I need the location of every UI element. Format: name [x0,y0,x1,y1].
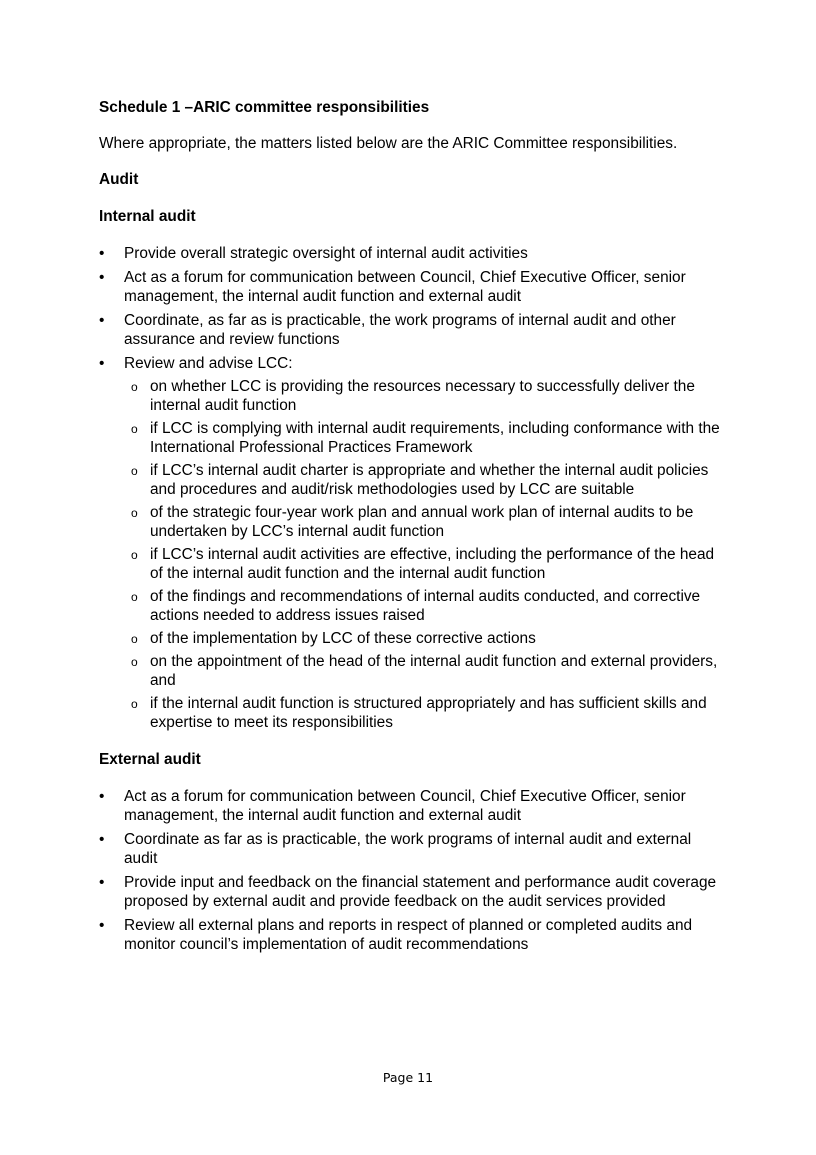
sub-list-item [124,419,724,457]
schedule-title: Schedule 1 –ARIC committee responsibilities [99,99,430,116]
list-item-text: Review all external plans and reports in respect of planned or completed audits and monitor council’s implementation of audit recommendations [124,917,693,953]
sub-list-item [124,652,724,690]
sub-list-item [124,587,724,625]
list-item-text: Coordinate as far as is practicable, the work programs of internal audit and external audit [124,831,692,867]
bullet-icon: • [99,355,105,372]
bullet-icon: • [99,917,105,934]
list-item [99,311,724,349]
page-number: Page 11 [382,1070,434,1085]
circle-bullet-icon: o [131,380,138,394]
list-item [99,873,724,911]
bullet-icon: • [99,312,105,329]
sub-list-item-text: if the internal audit function is structured appropriately and has sufficient skills and expertise to meet its responsibilities [150,695,707,731]
sub-list-item [124,377,724,415]
list-item-text: Provide input and feedback on the financial statement and performance audit coverage proposed by external audit and provide feedback on the audit services provided [124,874,717,910]
bullet-icon: • [99,269,105,286]
review-and-advise-sublist [124,377,724,732]
sub-list-item [124,503,724,541]
list-item-text: Review and advise LCC: [124,355,293,372]
sub-list-item [124,461,724,499]
circle-bullet-icon: o [131,548,138,562]
bullet-icon: • [99,831,105,848]
section-heading-audit: Audit [99,171,139,188]
list-item [99,244,724,263]
sub-list-item-text: of the strategic four-year work plan and annual work plan of internal audits to be undertaken by LCC’s internal audit function [150,504,694,540]
circle-bullet-icon: o [131,590,138,604]
list-item [99,787,724,825]
circle-bullet-icon: o [131,422,138,436]
list-item [99,916,724,954]
sub-list-item-text: of the findings and recommendations of internal audits conducted, and corrective actions needed to address issues raised [150,588,701,624]
bullet-icon: • [99,788,105,805]
sub-list-item [124,629,724,648]
circle-bullet-icon: o [131,632,138,646]
sub-list-item-text: on the appointment of the head of the internal audit function and external providers, and [150,653,718,689]
circle-bullet-icon: o [131,697,138,711]
circle-bullet-icon: o [131,655,138,669]
list-item [99,830,724,868]
intro-paragraph: Where appropriate, the matters listed below are the ARIC Committee responsibilities. [99,135,678,152]
sub-list-item-text: of the implementation by LCC of these corrective actions [150,630,536,647]
sub-list-item-text: if LCC is complying with internal audit requirements, including conformance with the International Professional Practices Framework [150,420,720,456]
sub-list-item-text: if LCC’s internal audit activities are effective, including the performance of the head of the internal audit function and the internal audit function [150,546,715,582]
list-item-text: Act as a forum for communication between Council, Chief Executive Officer, senior management, the internal audit function and external audit [124,269,686,305]
list-item [99,354,724,732]
section-heading-internal-audit: Internal audit [99,208,196,225]
sub-list-item [124,694,724,732]
list-item [99,268,724,306]
sub-list-item [124,545,724,583]
list-item-text: Coordinate, as far as is practicable, the work programs of internal audit and other assurance and review functions [124,312,676,348]
page-content [99,98,724,959]
bullet-icon: • [99,874,105,891]
circle-bullet-icon: o [131,464,138,478]
internal-audit-list [99,244,724,732]
sub-list-item-text: on whether LCC is providing the resources necessary to successfully deliver the internal audit function [150,378,695,414]
list-item-text: Provide overall strategic oversight of internal audit activities [124,245,528,262]
sub-list-item-text: if LCC’s internal audit charter is appropriate and whether the internal audit policies and procedures and audit/risk methodologies used by LCC are suitable [150,462,709,498]
circle-bullet-icon: o [131,506,138,520]
section-heading-external-audit: External audit [99,751,201,768]
list-item-text: Act as a forum for communication between Council, Chief Executive Officer, senior management, the internal audit function and external audit [124,788,686,824]
bullet-icon: • [99,245,105,262]
external-audit-list [99,787,724,954]
